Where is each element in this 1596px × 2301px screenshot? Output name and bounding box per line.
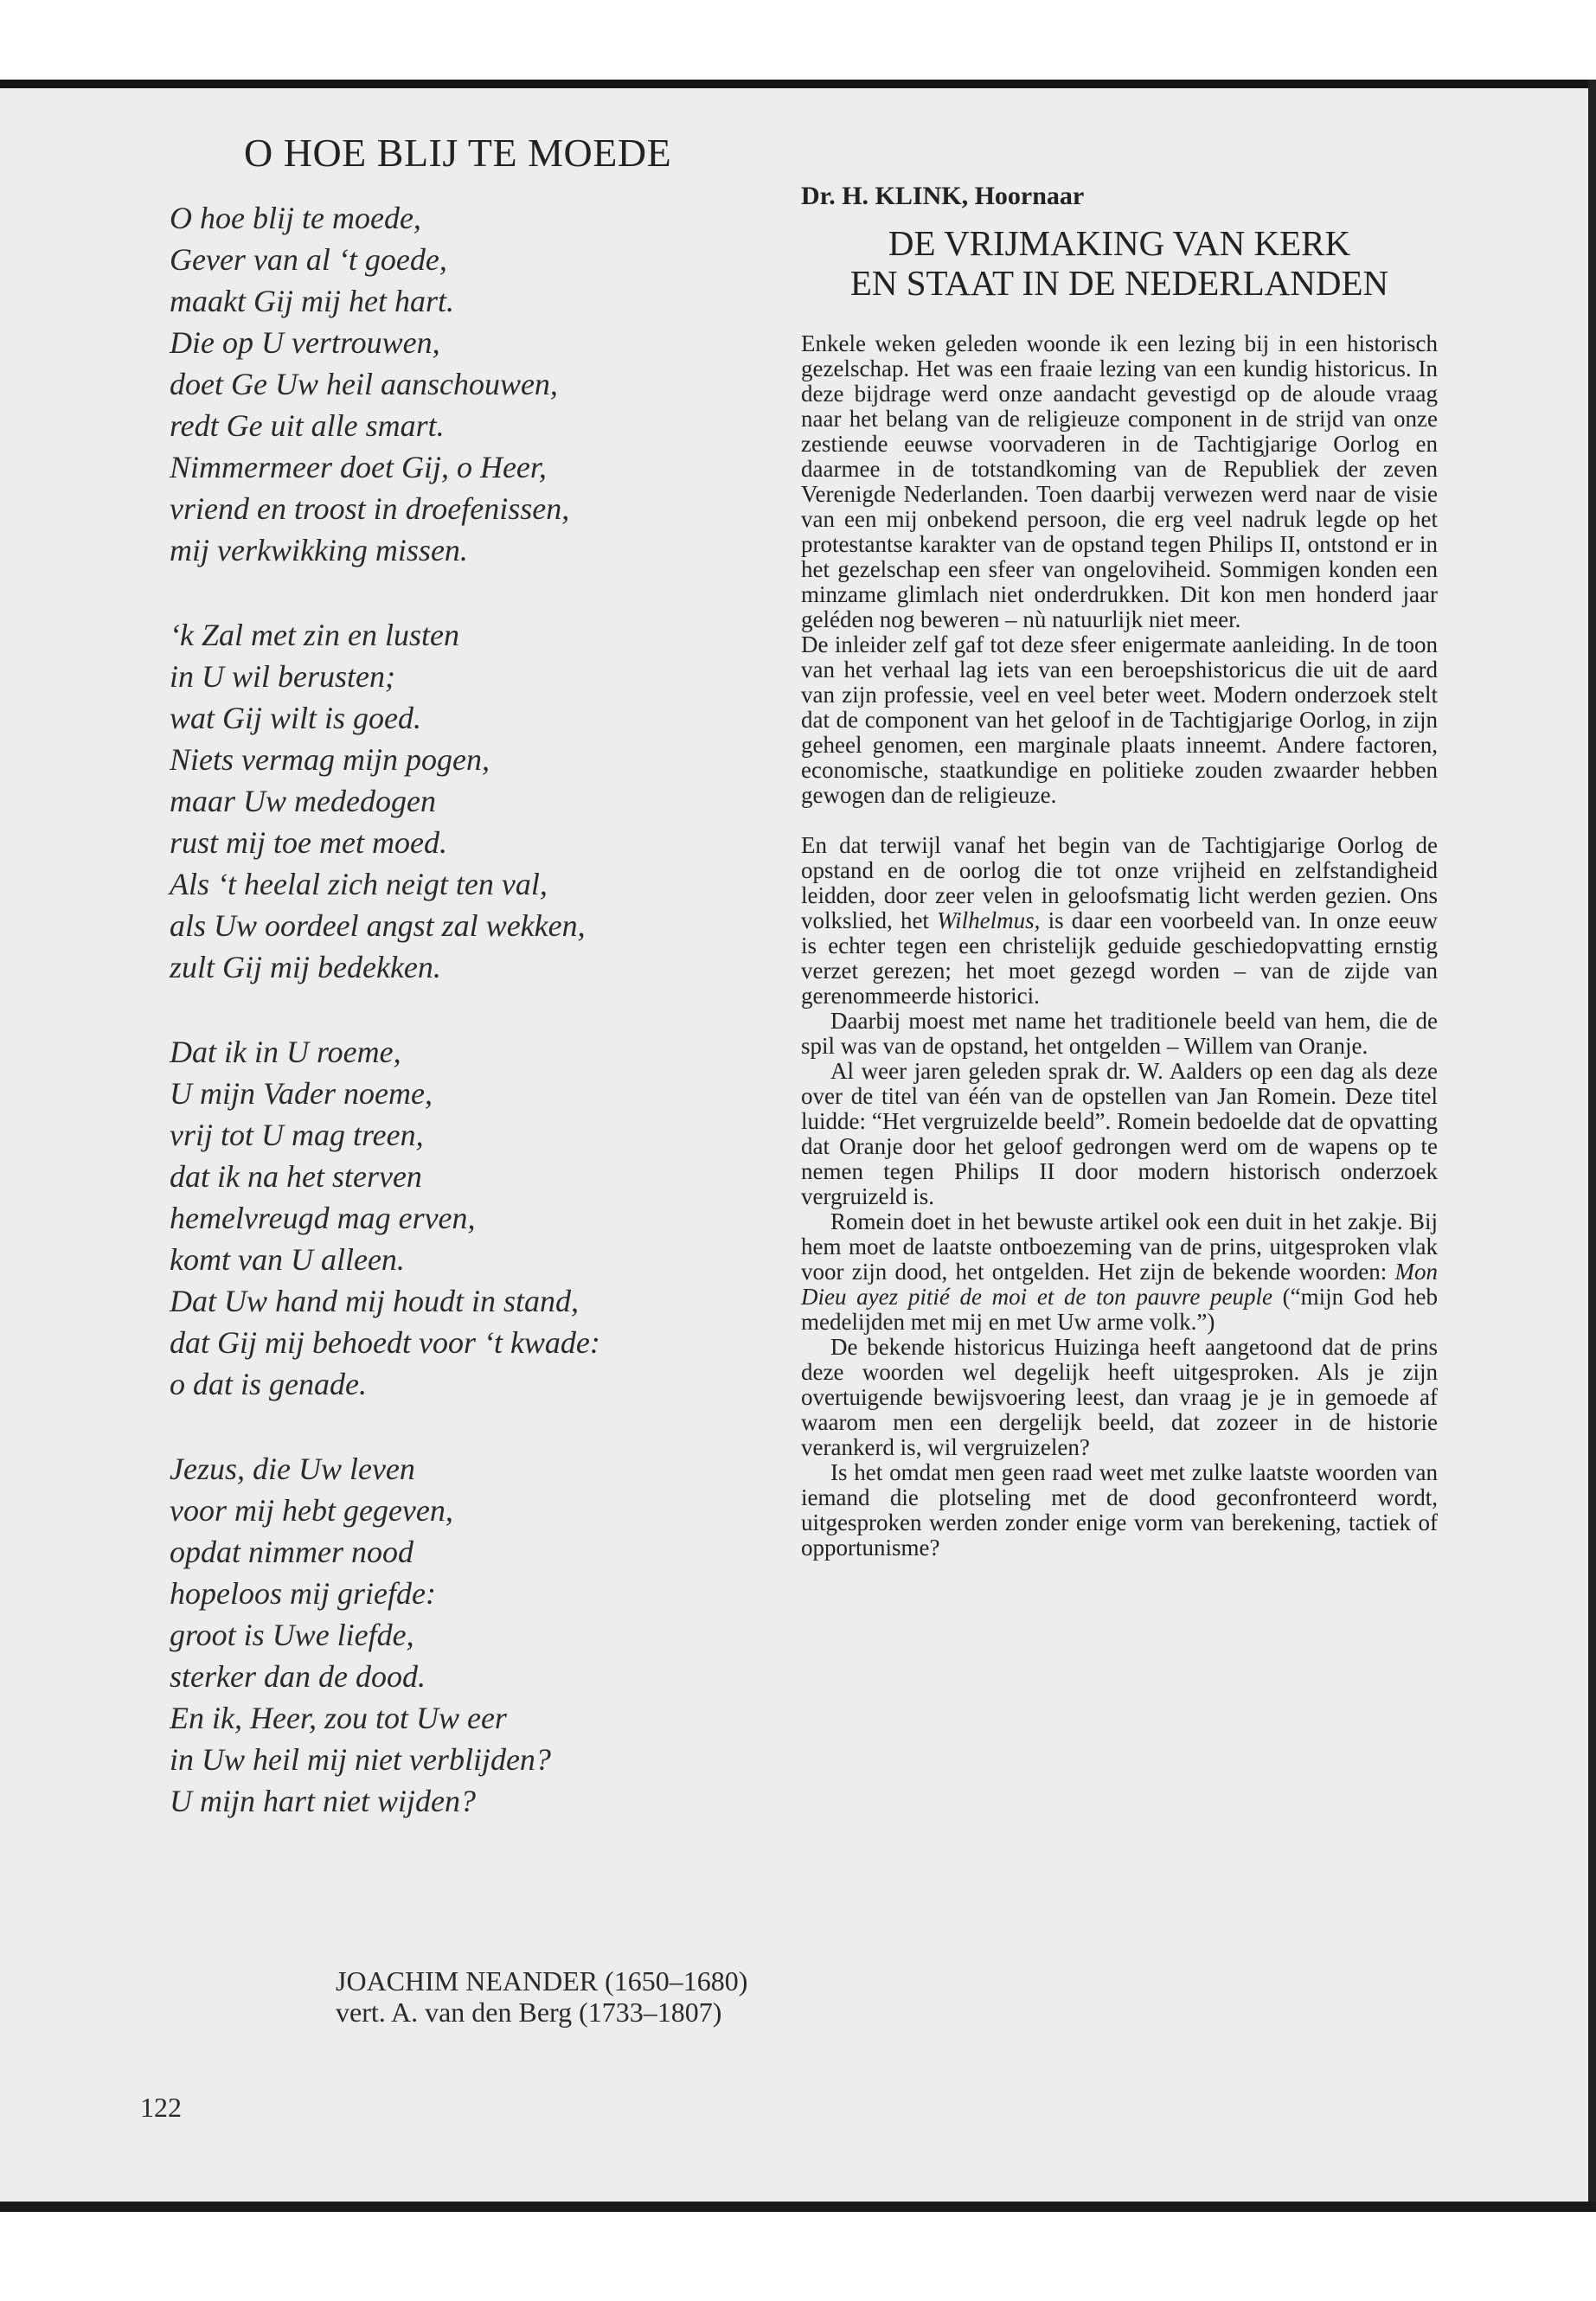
article-paragraph-6 [801,1209,1438,1335]
poem-line: zult Gij mij bedekken. [170,950,441,984]
scan-background-bottom [0,2212,1596,2301]
poem-line: ‘k Zal met zin en lusten [170,618,459,652]
poem-stanza-3 [170,1031,689,1405]
poem-line: Dat ik in U roeme, [170,1035,401,1069]
article-paragraph-7: De bekende historicus Huizinga heeft aangetoond dat de prins deze woorden wel degelijk heeft uitgesproken. Als je zijn overtuigende bewijsvoering leest, dan vraag je je in gemoede af waarom men een dergelijk beeld, dat zozeer in de historie verankerd is, wil vergruizelen? [801,1334,1438,1460]
poem-line: sterker dan de dood. [170,1659,426,1694]
poem-line: Die op U vertrouwen, [170,325,440,360]
poem-translator: vert. A. van den Berg (1733–1807) [336,1997,722,2028]
article-title [801,223,1438,303]
poem-line: maakt Gij mij het hart. [170,284,454,318]
poem-title: O HOE BLIJ TE MOEDE [244,131,672,175]
poem-line: hopeloos mij griefde: [170,1576,436,1611]
article-paragraph-1: Enkele weken geleden woonde ik een lezing bij in een historisch gezelschap. Het was een fraaie lezing van een kundig historicus. In deze bijdrage werd onze aandacht gevestigd op de aloude vraag naar het belang van de religieuze component in de strijd van onze zestiende eeuwse voorvaderen in de Tachtigjarige Oorlog en daarmee in de totstandkoming van de Republiek der zeven Verenigde Nederlanden. Toen daarbij verwezen werd naar de visie van een mij onbekend persoon, die erg veel nadruk legde op het protestantse karakter van de opstand tegen Philips II, ontstond er in het gezelschap een sfeer van ongeloviheid. Sommigen konden een minzame glimlach niet onderdrukken. Dit kon men honderd jaar geléden nog beweren – nù natuurlijk niet meer. [801,330,1438,632]
poem-author: JOACHIM NEANDER (1650–1680) [336,1965,748,1997]
poem-line: Gever van al ‘t goede, [170,242,447,277]
poem-line: o dat is genade. [170,1367,367,1401]
poem-line: O hoe blij te moede, [170,201,421,235]
page-number: 122 [140,2092,182,2123]
poem-line: groot is Uwe liefde, [170,1618,414,1652]
poem-attribution [336,1965,785,2028]
article-byline: Dr. H. KLINK, Hoornaar [801,182,1085,210]
article-paragraph-6-text-end: (“mijn God heb medelijden met mij en met Uw arme volk.”) [801,1284,1438,1335]
article-title-line-1: DE VRIJMAKING VAN KERK [888,223,1351,263]
poem-line: doet Ge Uw heil aanschouwen, [170,367,558,401]
poem-line: dat Gij mij behoedt voor ‘t kwade: [170,1325,600,1360]
poem-line: Dat Uw hand mij houdt in stand, [170,1284,580,1318]
article-paragraph-2: De inleider zelf gaf tot deze sfeer enigermate aanleiding. In de toon van het verhaal lag iets van een beroepshistoricus die uit de aard van zijn professie, veel en veel beter weet. Modern onderzoek stelt dat de component van het geloof in de Tachtigjarige Oorlog, in zijn geheel genomen, een marginale plaats inneemt. Andere factoren, economische, staatkundige en politieke zouden zwaarder hebben gewogen dan de religieuze. [801,631,1438,808]
poem-line: vriend en troost in droefenissen, [170,491,570,526]
poem-line: rust mij toe met moed. [170,825,447,860]
poem-line: voor mij hebt gegeven, [170,1493,453,1528]
poem-line: U mijn hart niet wijden? [170,1784,476,1818]
article-paragraph-3-text-end: is daar een voorbeeld van. In onze eeuw is echter tegen een christelijk geduide geschiedopvatting ernstig verzet gerezen; het moet gezegd worden – van de zijde van gerenommeerde historici. [801,907,1439,1009]
poem-stanza-4 [170,1448,689,1822]
article-paragraph-6-italic: Mon Dieu ayez pitié de moi et de ton pauvre peuple [801,1259,1439,1310]
poem-line: vrij tot U mag treen, [170,1118,424,1152]
page-bottom-edge [0,2202,1596,2212]
article-paragraph-4: Daarbij moest met name het traditionele beeld van hem, die de spil was van de opstand, het ontgelden – Willem van Oranje. [801,1008,1438,1059]
poem-line: dat ik na het sterven [170,1159,422,1194]
article-title-line-2: EN STAAT IN DE NEDERLANDEN [849,263,1389,303]
poem-line: Jezus, die Uw leven [170,1452,415,1486]
poem-body [170,197,689,1865]
poem-line: maar Uw mededogen [170,784,436,818]
article-paragraph-6-text: Romein doet in het bewuste artikel ook een duit in het zakje. Bij hem moet de laatste ontboezeming van de prins, uitgesproken vlak voor zijn dood, het ontgelden. Het zijn de bekende woorden: [801,1208,1438,1285]
poem-line: hemelvreugd mag erven, [170,1201,476,1235]
poem-line: redt Ge uit alle smart. [170,408,445,443]
poem-line: wat Gij wilt is goed. [170,701,422,735]
poem-line: Niets vermag mijn pogen, [170,742,490,777]
poem-line: in Uw heil mij niet verblijden? [170,1742,551,1777]
poem-stanza-2 [170,614,689,988]
article-body [801,331,1438,1561]
article-paragraph-3-text: En dat terwijl vanaf het begin van de Tachtigjarige Oorlog de opstand en de oorlog die tot onze vrijheid en zelfstandigheid leidden, door zeer velen in geloofsmatig licht werden gezien. Ons volkslied, het [801,832,1438,933]
scan-background-top [0,0,1596,80]
poem-stanza-1 [170,197,689,571]
poem-line: Als ‘t heelal zich neigt ten val, [170,867,548,901]
article-paragraph-8: Is het omdat men geen raad weet met zulke laatste woorden van iemand die plotseling met de dood geconfronteerd wordt, uitgesproken werden zonder enige vorm van berekening, tactiek of opportunisme? [801,1459,1438,1561]
poem-line: als Uw oordeel angst zal wekken, [170,908,586,943]
article-paragraph-3 [801,833,1438,1009]
poem-line: En ik, Heer, zou tot Uw eer [170,1701,507,1735]
poem-line: mij verkwikking missen. [170,533,468,567]
article-paragraph-5: Al weer jaren geleden sprak dr. W. Aalders op een dag als deze over de titel van één van de opstellen van Jan Romein. Deze titel luidde: “Het vergruizelde beeld”. Romein bedoelde dat de opvatting dat Oranje door het geloof gedrongen werd om de wapens op te nemen tegen Philips II door modern historisch onderzoek vergruizeld is. [801,1058,1438,1209]
page-right-edge [1588,80,1596,2225]
poem-line: Nimmermeer doet Gij, o Heer, [170,450,547,484]
poem-line: U mijn Vader noeme, [170,1076,433,1111]
article-paragraph-3-italic: Wilhelmus, [937,907,1041,933]
page-top-edge [0,80,1596,88]
poem-line: opdat nimmer nood [170,1535,413,1569]
poem-line: komt van U alleen. [170,1242,405,1277]
poem-line: in U wil berusten; [170,659,395,694]
